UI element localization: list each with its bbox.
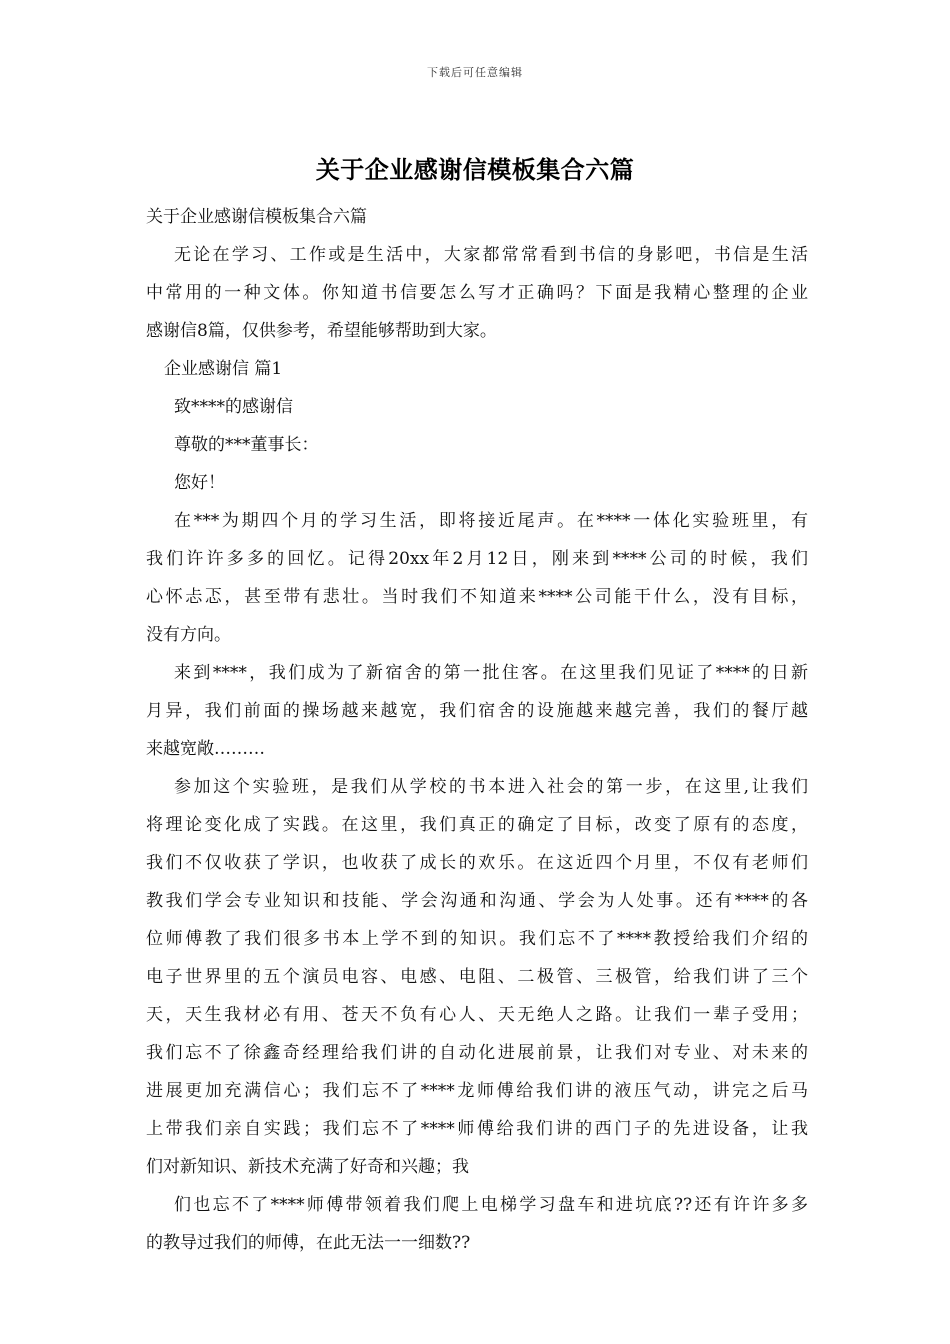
page-header-note: 下载后可任意编辑 — [427, 66, 523, 79]
text-line: 心怀忐忑，甚至带有悲壮。当时我们不知道来****公司能干什么，没有目标， — [146, 587, 808, 607]
text-line: 在***为期四个月的学习生活，即将接近尾声。在****一体化实验班里，有 — [174, 511, 808, 531]
text-line: 们对新知识、新技术充满了好奇和兴趣；我 — [146, 1157, 469, 1177]
text-line: 参加这个实验班，是我们从学校的书本进入社会的第一步，在这里,让我们 — [174, 777, 808, 797]
document-subtitle: 关于企业感谢信模板集合六篇 — [146, 207, 367, 227]
text-line: 教我们学会专业知识和技能、学会沟通和沟通、学会为人处事。还有****的各 — [146, 891, 808, 911]
text-line: 我们忘不了徐鑫奇经理给我们讲的自动化进展前景，让我们对专业、对未来的 — [146, 1043, 808, 1063]
intro-paragraph — [146, 236, 808, 350]
body-paragraph-1 — [146, 502, 808, 654]
text-line: 上带我们亲自实践；我们忘不了****师傅给我们讲的西门子的先进设备，让我 — [146, 1119, 808, 1139]
letter-title: 致****的感谢信 — [174, 397, 293, 417]
text-line: 中常用的一种文体。你知道书信要怎么写才正确吗？下面是我精心整理的企业 — [146, 283, 808, 303]
greeting: 您好！ — [174, 473, 225, 493]
text-line: 来到****，我们成为了新宿舍的第一批住客。在这里我们见证了****的日新 — [174, 663, 808, 683]
text-line: 来越宽敞……… — [146, 739, 265, 759]
text-line: 我们许许多多的回忆。记得20xx年2月12日，刚来到****公司的时候，我们 — [146, 549, 808, 569]
salutation: 尊敬的***董事长： — [174, 435, 319, 455]
text-line: 电子世界里的五个演员电容、电感、电阻、二极管、三极管，给我们讲了三个 — [146, 967, 808, 987]
text-line: 位师傅教了我们很多书本上学不到的知识。我们忘不了****教授给我们介绍的 — [146, 929, 808, 949]
section-heading: 企业感谢信 篇1 — [164, 359, 283, 379]
text-line: 天，天生我材必有用、苍天不负有心人、天无绝人之路。让我们一辈子受用； — [146, 1005, 808, 1025]
text-line: 没有方向。 — [146, 625, 231, 645]
document-title: 关于企业感谢信模板集合六篇 — [315, 155, 635, 184]
text-line: 进展更加充满信心；我们忘不了****龙师傅给我们讲的液压气动，讲完之后马 — [146, 1081, 808, 1101]
text-line: 月异，我们前面的操场越来越宽，我们宿舍的设施越来越完善，我们的餐厅越 — [146, 701, 808, 721]
text-line: 感谢信8篇，仅供参考，希望能够帮助到大家。 — [146, 321, 497, 341]
text-line: 的教导过我们的师傅，在此无法一一细数?? — [146, 1233, 471, 1253]
text-line: 将理论变化成了实践。在这里，我们真正的确定了目标，改变了原有的态度， — [146, 815, 808, 835]
text-line: 们也忘不了****师傅带领着我们爬上电梯学习盘车和进坑底??还有许许多多 — [174, 1195, 808, 1215]
document-body — [146, 198, 808, 1262]
text-line: 无论在学习、工作或是生活中，大家都常常看到书信的身影吧，书信是生活 — [174, 245, 808, 265]
body-paragraph-3 — [146, 768, 808, 1186]
body-paragraph-4 — [146, 1186, 808, 1262]
body-paragraph-2 — [146, 654, 808, 768]
text-line: 我们不仅收获了学识，也收获了成长的欢乐。在这近四个月里，不仅有老师们 — [146, 853, 808, 873]
